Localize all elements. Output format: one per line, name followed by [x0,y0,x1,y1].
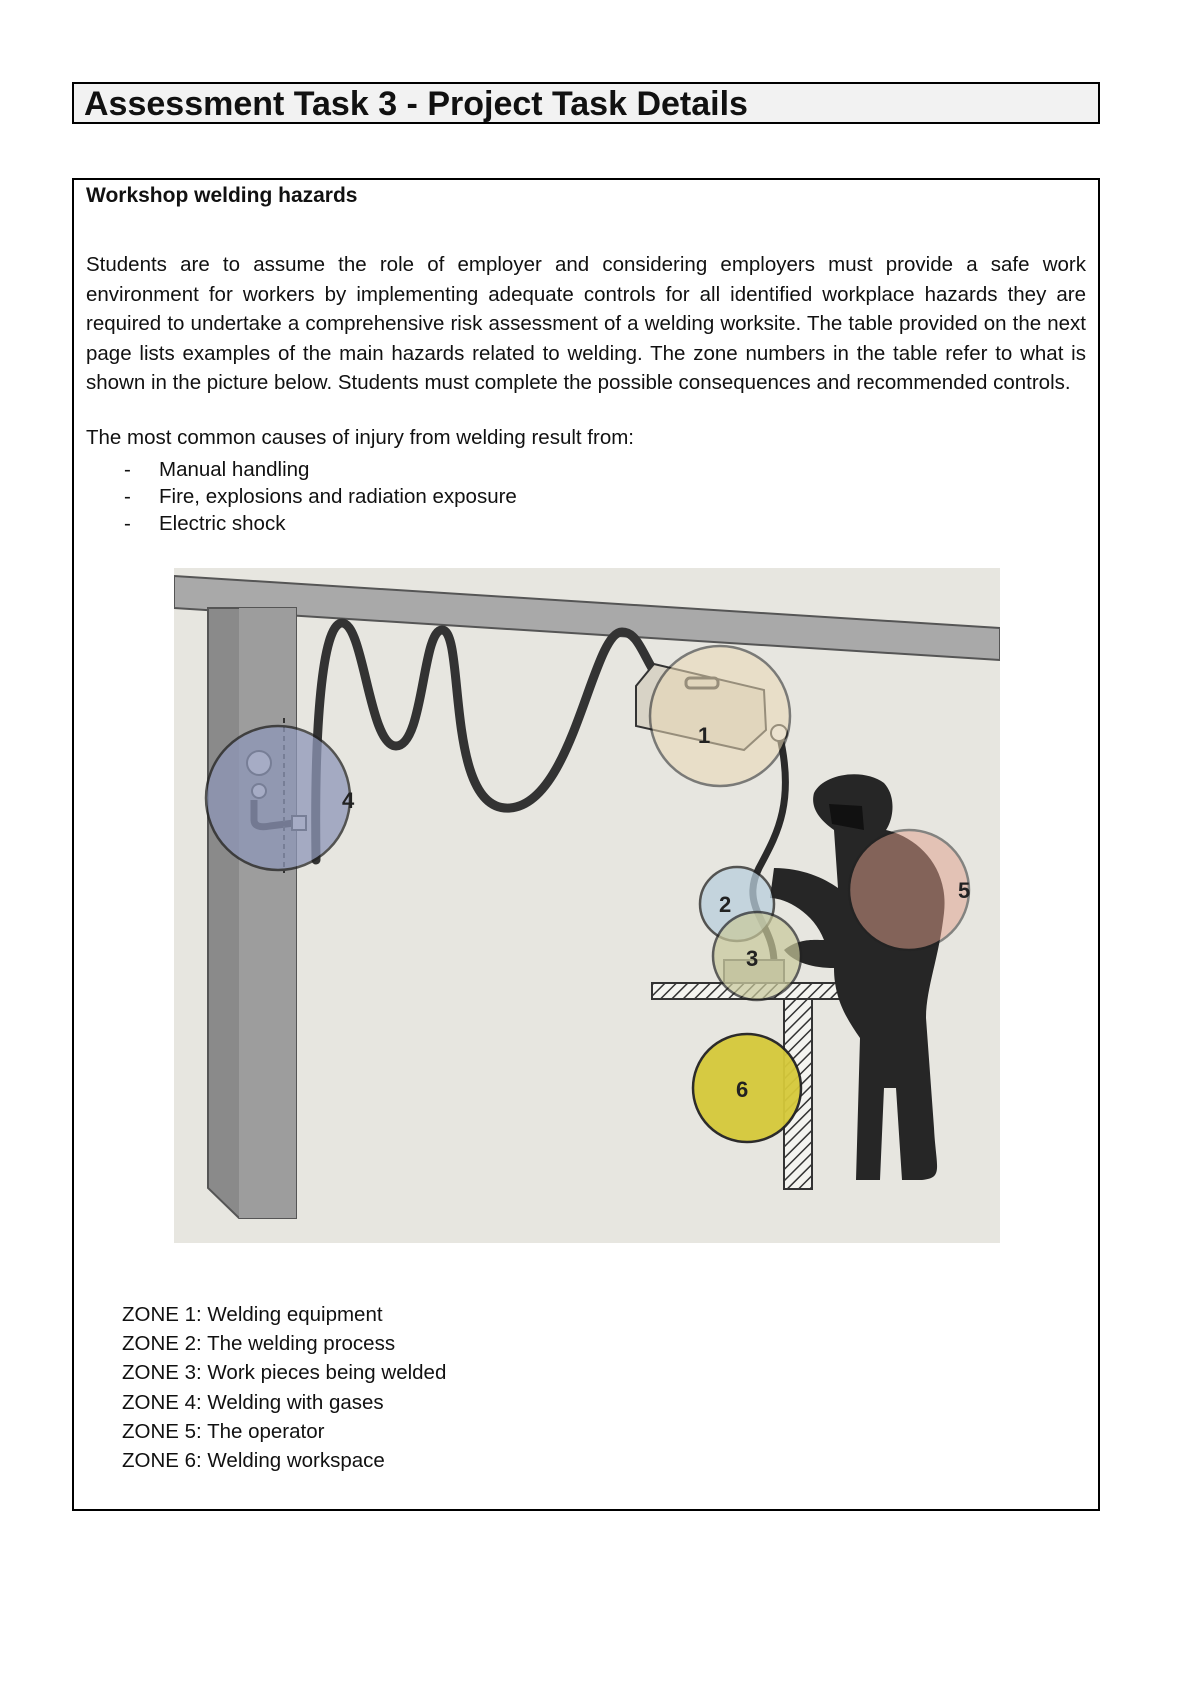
list-item: ZONE 1: Welding equipment [122,1303,383,1326]
list-item: ZONE 3: Work pieces being welded [122,1361,447,1385]
zone-number-1: 1 [698,723,711,748]
section-heading: Workshop welding hazards [86,184,358,207]
column-face [239,608,296,1218]
bullet-dash: - [124,485,131,508]
zone-marker-3 [713,912,801,1000]
causes-list [86,456,517,537]
zone-marker-5 [849,830,970,950]
zone-number-5: 5 [958,878,971,903]
zone-marker-1 [650,646,790,786]
bullet-dash: - [124,458,131,481]
zone-number-4: 4 [342,788,355,813]
zone-number-2: 2 [719,892,732,917]
causes-lead: The most common causes of injury from welding result from: [86,426,634,449]
zone-number-3: 3 [746,946,759,971]
welding-illustration-svg [174,568,1000,1243]
list-item: ZONE 5: The operator [122,1419,325,1443]
list-item [86,510,517,537]
bullet-dash: - [124,512,131,535]
cause-text: Manual handling [159,458,310,481]
zone-list [122,1300,446,1475]
list-item: ZONE 6: Welding workspace [122,1449,385,1473]
list-item [86,483,517,510]
welding-zones-illustration [174,568,1000,1243]
page-title: Assessment Task 3 - Project Task Details [84,85,748,123]
content-box [72,178,1100,1511]
zone-marker-6 [693,1034,801,1142]
title-box [72,82,1100,124]
list-item: ZONE 4: Welding with gases [122,1390,384,1414]
cause-text: Electric shock [159,512,286,535]
list-item [86,456,517,483]
cause-text: Fire, explosions and radiation exposure [159,485,517,508]
intro-paragraph: Students are to assume the role of employer and considering employers must provide a safe work environment for workers by implementing adequate controls for all identified workplace hazards they are required to undertake a comprehensive risk assessment of a welding worksite. The table provided on the next page lists examples of the main hazards related to welding. The zone numbers in the table refer to what is shown in the picture below. Students must complete the possible consequences and recommended controls. [86,253,1086,394]
zone-number-6: 6 [736,1077,749,1102]
list-item: ZONE 2: The welding process [122,1332,396,1356]
